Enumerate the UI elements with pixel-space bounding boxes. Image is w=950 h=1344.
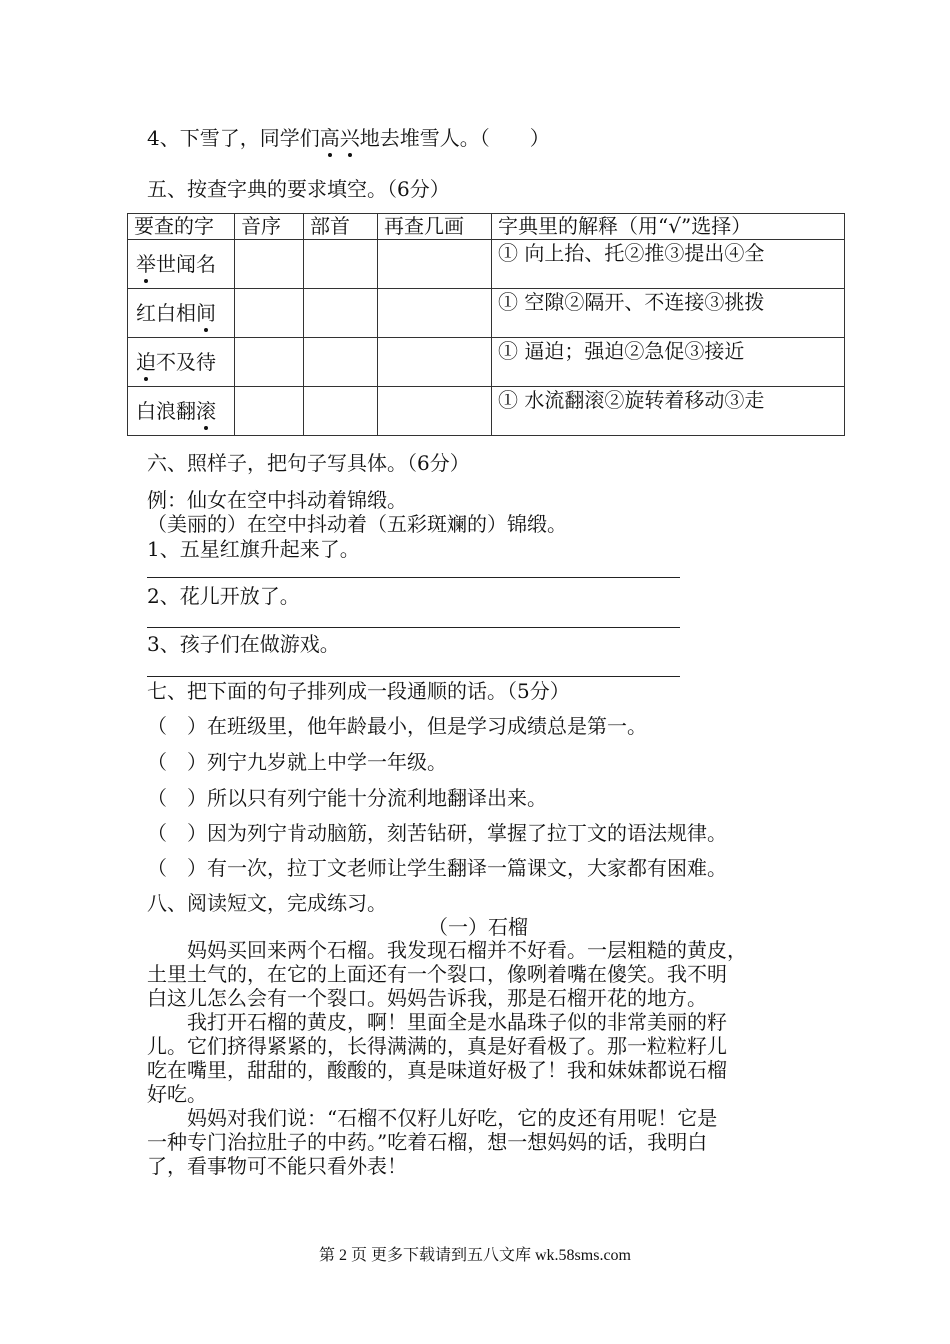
answer-cell[interactable] <box>304 289 378 338</box>
answer-line[interactable] <box>147 577 680 578</box>
word-part: 白浪翻 <box>136 399 196 423</box>
word-part: 世闻名 <box>156 252 216 276</box>
answer-cell[interactable] <box>378 240 492 289</box>
lookup-word <box>128 338 235 387</box>
passage-line: 一种专门治拉肚子的中药。”吃着石榴，想一想妈妈的话，我明白 <box>147 1130 708 1154</box>
lookup-word <box>128 240 235 289</box>
meaning-options: ① 逼迫；强迫②急促③接近 <box>492 338 845 387</box>
dotted-char: 迫 <box>136 350 156 374</box>
table-header: 字典里的解释（用“√”选择） <box>492 214 845 240</box>
passage-line: 了，看事物可不能只看外表！ <box>147 1154 407 1178</box>
table-header: 音序 <box>235 214 304 240</box>
passage-line: 白这儿怎么会有一个裂口。妈妈告诉我，那是石榴开花的地方。 <box>147 986 707 1010</box>
dotted-char: 兴 <box>339 126 360 150</box>
answer-cell[interactable] <box>378 387 492 436</box>
passage-line: 儿。它们挤得紧紧的，长得满满的，真是好看极了。那一粒粒籽儿 <box>147 1034 727 1058</box>
lookup-word <box>128 387 235 436</box>
dotted-char: 间 <box>196 301 216 325</box>
table-row <box>128 387 845 436</box>
table-row <box>128 289 845 338</box>
dotted-char: 举 <box>136 252 156 276</box>
table-header: 部首 <box>304 214 378 240</box>
answer-cell[interactable] <box>304 240 378 289</box>
question-4-answer-blank: 地去堆雪人。（ ） <box>359 126 550 150</box>
ordering-item: （ ）有一次，拉丁文老师让学生翻译一篇课文，大家都有困难。 <box>147 856 727 880</box>
dictionary-table <box>127 213 845 436</box>
section-5-title: 五、按查字典的要求填空。（6分） <box>147 177 450 201</box>
item-sentence: 1、五星红旗升起来了。 <box>147 537 360 561</box>
answer-cell[interactable] <box>304 387 378 436</box>
ordering-item: （ ）在班级里，他年龄最小，但是学习成绩总是第一。 <box>147 714 647 738</box>
dotted-char: 高 <box>319 126 340 150</box>
meaning-options: ① 水流翻滚②旋转着移动③走 <box>492 387 845 436</box>
ordering-item: （ ）所以只有列宁能十分流利地翻译出来。 <box>147 786 547 810</box>
meaning-options: ① 向上抬、托②推③提出④全 <box>492 240 845 289</box>
section-8-title: 八、阅读短文，完成练习。 <box>147 891 387 915</box>
table-header: 再查几画 <box>378 214 492 240</box>
passage-line: 土里土气的，在它的上面还有一个裂口，像咧着嘴在傻笑。我不明 <box>147 962 727 986</box>
answer-cell[interactable] <box>304 338 378 387</box>
table-row <box>128 240 845 289</box>
answer-line[interactable] <box>147 627 680 628</box>
answer-cell[interactable] <box>235 289 304 338</box>
answer-cell[interactable] <box>378 289 492 338</box>
answer-cell[interactable] <box>235 338 304 387</box>
passage-title: （一）石榴 <box>428 915 528 939</box>
section-7-title: 七、把下面的句子排列成一段通顺的话。（5分） <box>147 679 570 703</box>
table-header: 要查的字 <box>128 214 235 240</box>
question-4-text: 4、下雪了，同学们 <box>147 126 320 150</box>
lookup-word <box>128 289 235 338</box>
passage-line: 我打开石榴的黄皮，啊！里面全是水晶珠子似的非常美丽的籽 <box>147 1010 727 1034</box>
passage-line: 好吃。 <box>147 1082 207 1106</box>
ordering-item: （ ）因为列宁肯动脑筋，刻苦钻研，掌握了拉丁文的语法规律。 <box>147 821 727 845</box>
dotted-char: 滚 <box>196 399 216 423</box>
question-4 <box>147 126 550 150</box>
example-expanded: （美丽的）在空中抖动着（五彩斑斓的）锦缎。 <box>147 512 567 536</box>
passage-line: 妈妈对我们说：“石榴不仅籽儿好吃，它的皮还有用呢！它是 <box>147 1106 718 1130</box>
table-header-row <box>128 214 845 240</box>
passage-line: 吃在嘴里，甜甜的，酸酸的，真是味道好极了！我和妹妹都说石榴 <box>147 1058 727 1082</box>
answer-cell[interactable] <box>235 240 304 289</box>
answer-cell[interactable] <box>378 338 492 387</box>
example-sentence: 例：仙女在空中抖动着锦缎。 <box>147 488 407 512</box>
passage-line: 妈妈买回来两个石榴。我发现石榴并不好看。一层粗糙的黄皮， <box>147 938 747 962</box>
meaning-options: ① 空隙②隔开、不连接③挑拨 <box>492 289 845 338</box>
answer-cell[interactable] <box>235 387 304 436</box>
word-part: 不及待 <box>156 350 216 374</box>
item-sentence: 3、孩子们在做游戏。 <box>147 632 340 656</box>
table-row <box>128 338 845 387</box>
answer-line[interactable] <box>147 676 680 677</box>
page-footer: 第 2 页 更多下载请到五八文库 wk.58sms.com <box>318 1247 631 1264</box>
word-part: 红白相 <box>136 301 196 325</box>
ordering-item: （ ）列宁九岁就上中学一年级。 <box>147 750 447 774</box>
section-6-title: 六、照样子，把句子写具体。（6分） <box>147 451 470 475</box>
item-sentence: 2、花儿开放了。 <box>147 584 300 608</box>
